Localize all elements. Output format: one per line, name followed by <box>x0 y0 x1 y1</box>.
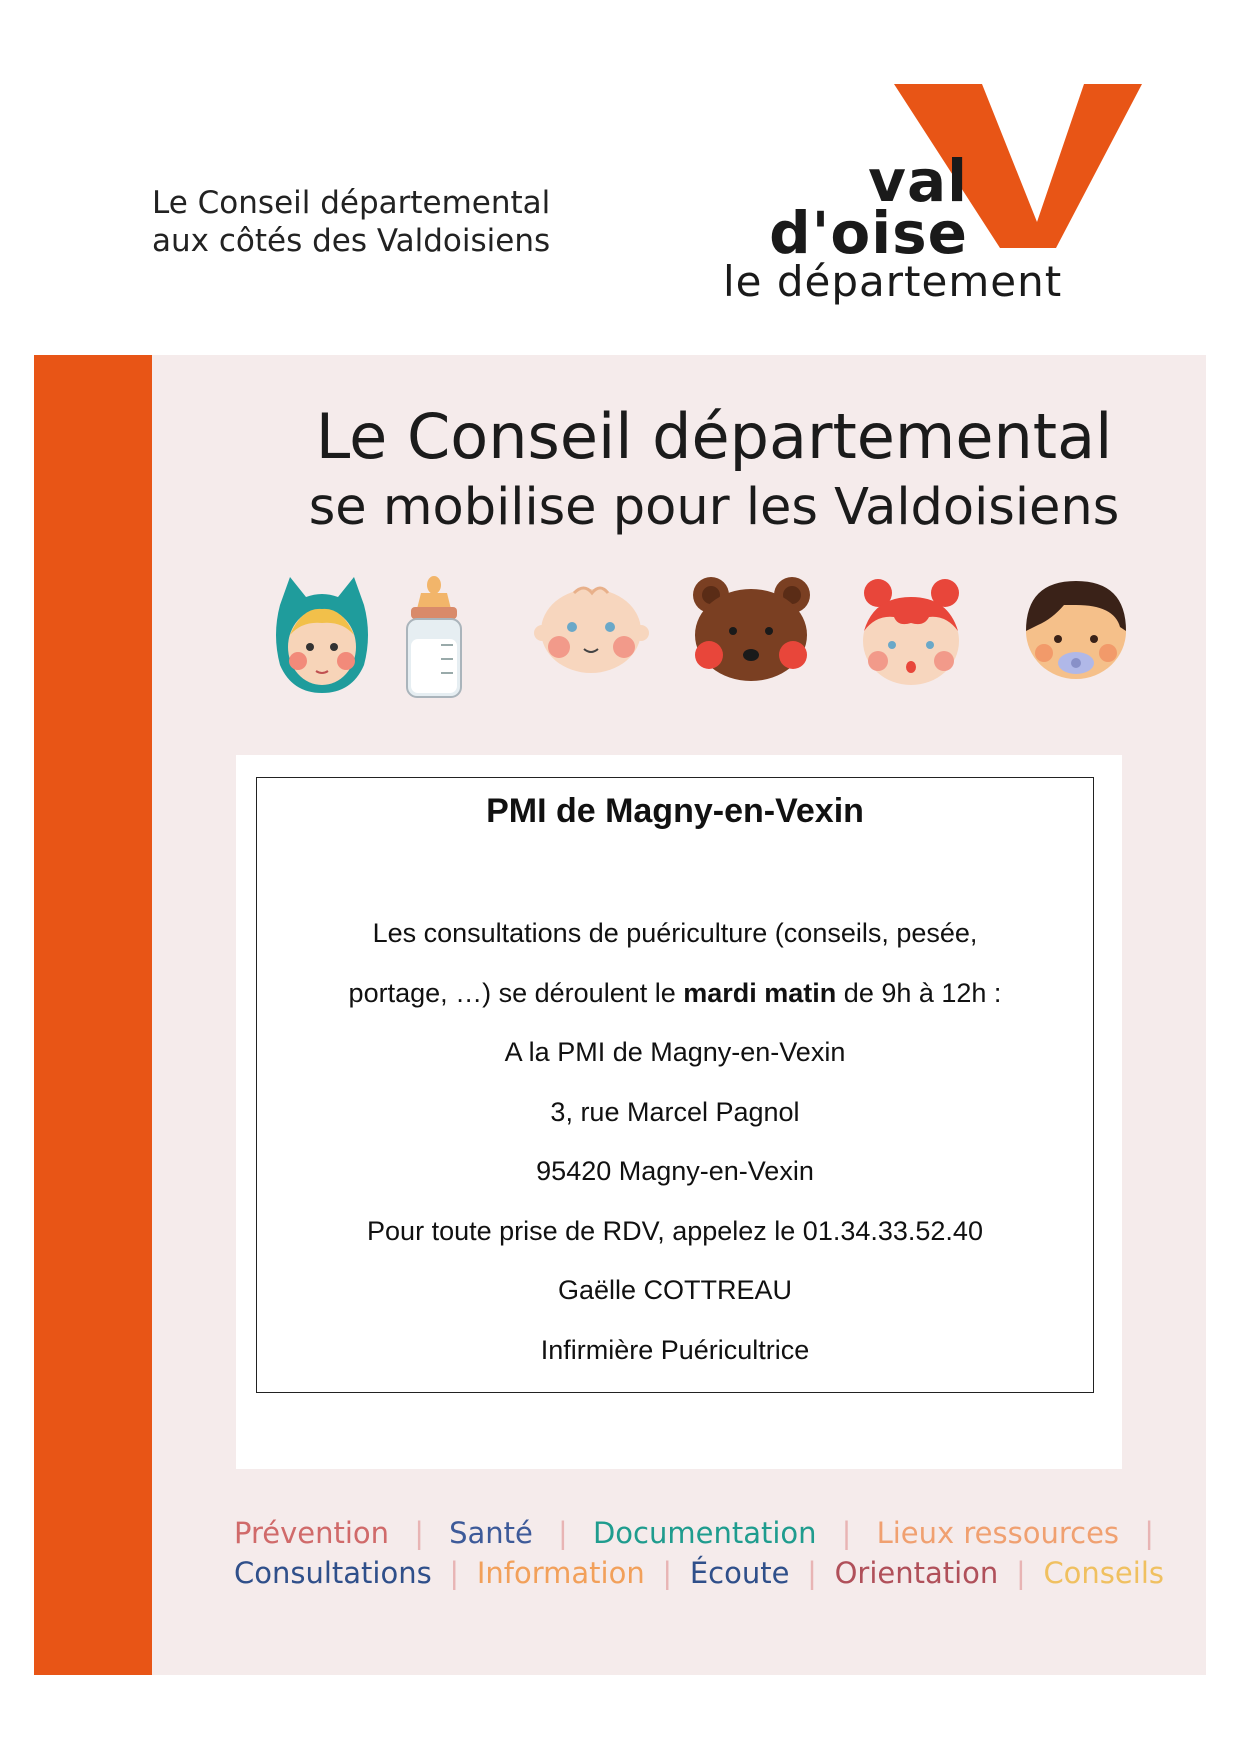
baby-hood-icon <box>272 575 372 695</box>
logo-word-doise: d'oise <box>769 199 968 267</box>
baby-pacifier-icon <box>1024 575 1129 683</box>
girl-face-icon <box>854 575 969 690</box>
page-title-line-1: Le Conseil départemental <box>315 400 1113 473</box>
baby-bottle-icon <box>399 575 469 700</box>
tag-prévention: Prévention <box>234 1516 390 1550</box>
info-title: PMI de Magny-en-Vexin <box>486 792 864 830</box>
val-doise-logo <box>720 82 1150 307</box>
tag-lieux-ressources: Lieux ressources <box>876 1516 1120 1550</box>
info-body <box>257 904 1093 1380</box>
orange-stripe <box>34 355 152 1675</box>
info-line-8: Infirmière Puéricultrice <box>540 1334 810 1365</box>
logo-word-val: val <box>868 147 968 215</box>
tagline-line-1: Le Conseil départemental <box>152 185 551 221</box>
tag-separator: | <box>662 1556 673 1590</box>
info-line-2-pre: portage, …) se déroulent le <box>348 977 684 1008</box>
info-line-4: 3, rue Marcel Pagnol <box>550 1096 800 1127</box>
main-panel <box>34 355 1206 1675</box>
tag-conseils: Conseils <box>1043 1556 1164 1590</box>
tag-row-2 <box>234 1553 1164 1593</box>
teddy-bear-icon <box>689 575 814 683</box>
tag-orientation: Orientation <box>834 1556 999 1590</box>
info-card <box>236 755 1122 1469</box>
tag-separator: | <box>841 1516 852 1550</box>
tag-santé: Santé <box>449 1516 533 1550</box>
info-frame <box>256 777 1094 1393</box>
tag-separator: | <box>414 1516 424 1550</box>
tag-separator: | <box>449 1556 460 1590</box>
keyword-tags <box>234 1513 1164 1593</box>
illustrations-row <box>234 575 1154 705</box>
info-line-2-post: de 9h à 12h : <box>836 977 1002 1008</box>
info-line-1: Les consultations de puériculture (conseils, pesée, <box>372 918 978 948</box>
tag-separator: | <box>558 1516 568 1550</box>
info-line-3: A la PMI de Magny-en-Vexin <box>504 1037 846 1067</box>
logo-subtitle: le département <box>723 257 1063 306</box>
info-line-6: Pour toute prise de RDV, appelez le 01.34.33.52.40 <box>367 1215 983 1246</box>
tag-documentation: Documentation <box>592 1516 817 1550</box>
info-line-7: Gaëlle COTTREAU <box>557 1275 793 1305</box>
page-title-line-2: se mobilise pour les Valdoisiens <box>308 478 1120 537</box>
tag-separator: | <box>1015 1556 1026 1590</box>
tag-consultations: Consultations <box>234 1556 432 1590</box>
baby-face-icon <box>534 575 649 675</box>
info-line-2-bold: mardi matin <box>683 977 837 1008</box>
tagline-line-2: aux côtés des Valdoisiens <box>152 223 551 259</box>
info-line-5: 95420 Magny-en-Vexin <box>536 1156 814 1186</box>
tag-écoute: Écoute <box>689 1556 790 1590</box>
tag-separator: | <box>1144 1516 1154 1550</box>
header-tagline <box>152 184 550 260</box>
tag-information: Information <box>476 1556 645 1590</box>
tag-row-1 <box>234 1513 1164 1553</box>
info-line-2 <box>257 964 1093 1024</box>
tag-separator: | <box>807 1556 817 1590</box>
